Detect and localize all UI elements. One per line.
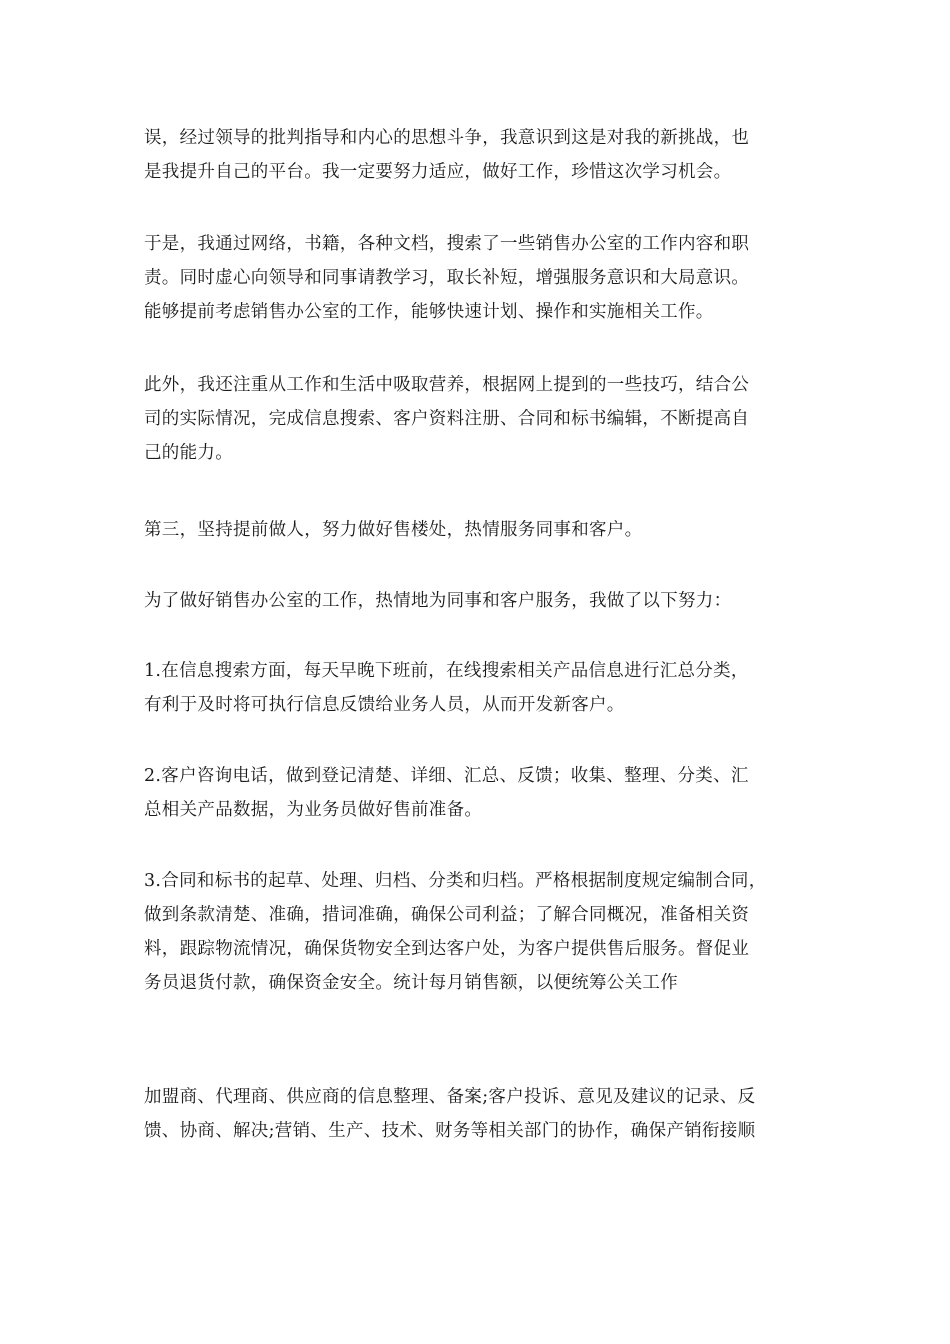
paragraph-7: [144, 759, 808, 827]
text-line: 馈、协商、解决;营销、生产、技术、财务等相关部门的协作，确保产销衔接顺: [144, 1121, 756, 1141]
text-line: 此外，我还注重从工作和生活中吸取营养，根据网上提到的一些技巧，结合公: [144, 375, 750, 395]
text-line: 误，经过领导的批判指导和内心的思想斗争，我意识到这是对我的新挑战，也: [144, 128, 750, 148]
text-line: 是我提升自己的平台。我一定要努力适应，做好工作，珍惜这次学习机会。: [144, 162, 732, 182]
text-line: 有利于及时将可执行信息反馈给业务人员，从而开发新客户。: [144, 695, 625, 715]
text-line: 于是，我通过网络，书籍，各种文档，搜索了一些销售办公室的工作内容和职: [144, 234, 750, 254]
text-line: 责。同时虚心向领导和同事请教学习，取长补短，增强服务意识和大局意识。: [144, 268, 750, 288]
text-line: 做到条款清楚、准确，措词准确，确保公司利益；了解合同概况，准备相关资: [144, 905, 750, 925]
paragraph-3: [144, 368, 808, 470]
paragraph-9: [144, 1080, 808, 1148]
paragraph-4: [144, 513, 808, 547]
text-line: 料，跟踪物流情况，确保货物安全到达客户处，为客户提供售后服务。督促业: [144, 939, 750, 959]
text-line: 1.在信息搜索方面，每天早晚下班前，在线搜索相关产品信息进行汇总分类，: [144, 661, 749, 681]
text-line: 3.合同和标书的起草、处理、归档、分类和归档。严格根据制度规定编制合同，: [144, 871, 767, 891]
text-line: 为了做好销售办公室的工作，热情地为同事和客户服务，我做了以下努力：: [144, 591, 732, 611]
text-line: 司的实际情况，完成信息搜索、客户资料注册、合同和标书编辑，不断提高自: [144, 409, 750, 429]
text-line: 能够提前考虑销售办公室的工作，能够快速计划、操作和实施相关工作。: [144, 302, 714, 322]
text-line: 己的能力。: [144, 443, 233, 463]
text-line: 2.客户咨询电话，做到登记清楚、详细、汇总、反馈；收集、整理、分类、汇: [144, 766, 749, 786]
text-line: 第三，坚持提前做人，努力做好售楼处，热情服务同事和客户。: [144, 520, 643, 540]
text-line: 加盟商、代理商、供应商的信息整理、备案;客户投诉、意见及建议的记录、反: [144, 1087, 756, 1107]
paragraph-8: [144, 864, 808, 1000]
paragraph-2: [144, 227, 808, 329]
paragraph-5: [144, 584, 808, 618]
text-line: 务员退货付款，确保资金安全。统计每月销售额，以便统筹公关工作: [144, 973, 678, 993]
text-line: 总相关产品数据，为业务员做好售前准备。: [144, 800, 483, 820]
paragraph-1: [144, 121, 808, 189]
paragraph-6: [144, 654, 808, 722]
